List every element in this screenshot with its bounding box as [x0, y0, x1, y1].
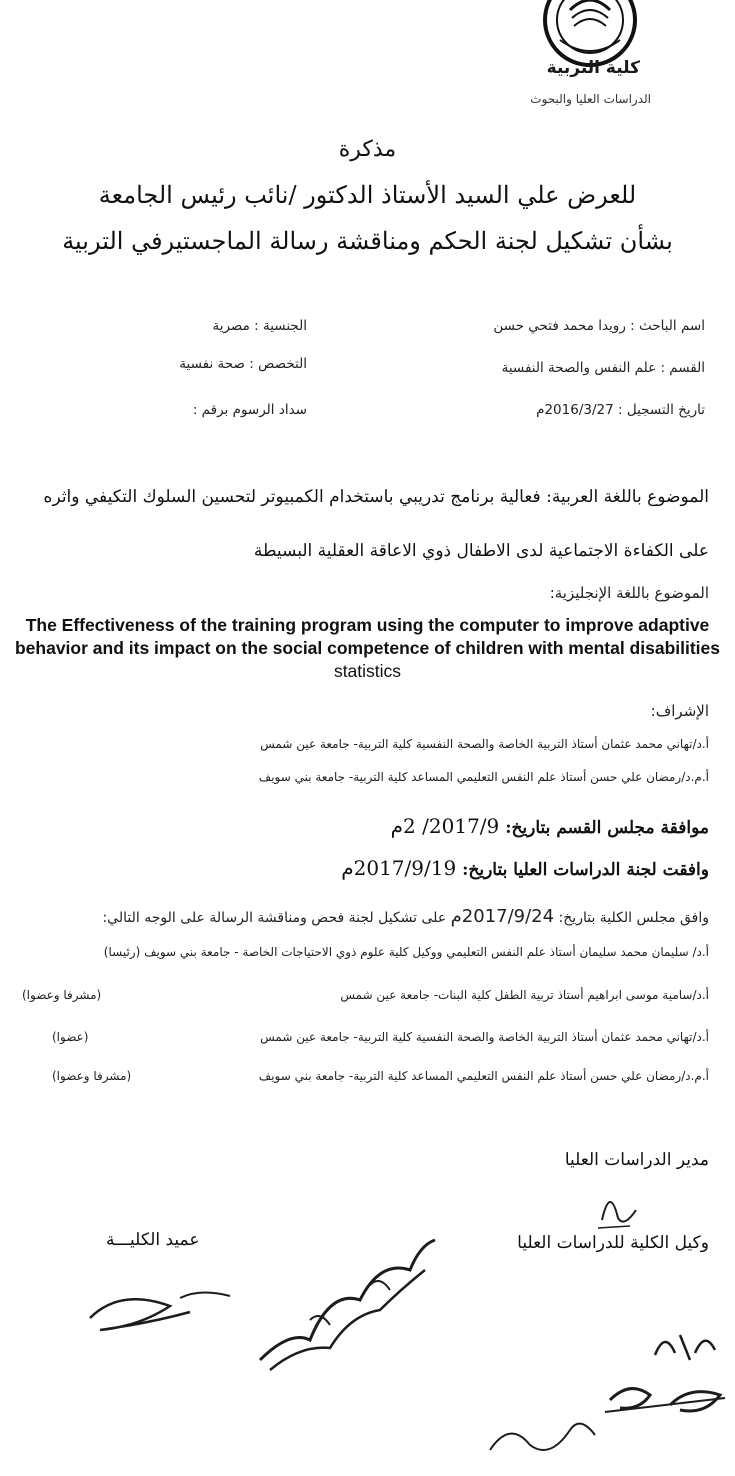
- handwritten-approval-annotation: [250, 1230, 440, 1380]
- supervision-label: الإشراف:: [650, 702, 709, 720]
- committee-member-2-role: (مشرفا وعضوا): [22, 988, 102, 1002]
- dept-council-date: 2017/9/ 2م: [390, 814, 500, 838]
- faculty-council-approval: [102, 906, 709, 927]
- supervisor-1: أ.د/تهاني محمد عثمان أستاذ التربية الخاصة والصحة النفسية كلية التربية- جامعة عين شمس: [260, 737, 709, 751]
- department-field: [502, 360, 705, 376]
- committee-member-3: أ.د/تهاني محمد عثمان أستاذ التربية الخاصة والصحة النفسية كلية التربية- جامعة عين شمس: [260, 1030, 709, 1044]
- committee-member-2: أ.د/سامية موسى ابراهيم أستاذ تربية الطفل كلية البنات- جامعة عين شمس: [340, 988, 709, 1002]
- subject-arabic-line2: على الكفاءة الاجتماعية لدى الاطفال ذوي الاعاقة العقلية البسيطة: [253, 541, 709, 561]
- subject-arabic-label: الموضوع باللغة العربية:: [546, 487, 709, 507]
- nationality-field: [212, 318, 307, 334]
- subject-arabic-line1: [44, 487, 709, 507]
- grad-committee-label: وافقت لجنة الدراسات العليا بتاريخ:: [462, 860, 709, 880]
- subject-english-label: الموضوع باللغة الإنجليزية:: [549, 584, 709, 602]
- dept-council-approval: [391, 814, 709, 838]
- fees-field: [193, 402, 307, 418]
- memo-title: مذكرة: [338, 137, 397, 162]
- specialization-value: صحة نفسية: [179, 356, 245, 372]
- nationality-label: الجنسية :: [254, 318, 307, 334]
- fees-label: سداد الرسوم برقم :: [192, 402, 307, 418]
- committee-member-role: (رئيسا): [103, 945, 141, 959]
- registration-value: 2016/3/27م: [536, 402, 614, 418]
- grad-committee-date: 2017/9/19م: [341, 856, 457, 880]
- grad-director-signature: [590, 1180, 650, 1235]
- committee-member-4: أ.م.د/رمضان علي حسن أستاذ علم النفس التعليمي المساعد كلية التربية- جامعة بني سويف: [258, 1069, 709, 1083]
- specialization-label: التخصص :: [249, 356, 307, 372]
- researcher-value: رويدا محمد فتحي حسن: [493, 318, 626, 334]
- nationality-value: مصرية: [212, 318, 250, 334]
- subject-english: [0, 614, 735, 683]
- memo-addressee: للعرض علي السيد الأستاذ الدكتور /نائب رئيس الجامعة: [98, 181, 637, 209]
- dept-council-label: موافقة مجلس القسم بتاريخ:: [505, 818, 709, 838]
- supervisor-2: أ.م.د/رمضان علي حسن أستاذ علم النفس التعليمي المساعد كلية التربية- جامعة بني سويف: [258, 770, 709, 784]
- subject-english-line3: statistics: [333, 661, 402, 681]
- subject-english-line1: The Effectiveness of the training program using the computer to improve adaptive: [25, 615, 710, 635]
- dean-label: عميد الكليـــة: [106, 1230, 200, 1250]
- faculty-council-text: على تشكيل لجنة فحص ومناقشة الرسالة على الوجه التالي:: [102, 910, 447, 926]
- handwritten-date-mark: [650, 1325, 720, 1365]
- department-label: القسم :: [660, 360, 705, 376]
- specialization-field: [179, 356, 307, 372]
- vice-dean-signature: [480, 1360, 735, 1470]
- researcher-label: اسم الباحث :: [630, 318, 705, 334]
- grad-director-label: مدير الدراسات العليا: [564, 1150, 709, 1170]
- dean-signature: [80, 1268, 250, 1348]
- department-name: الدراسات العليا والبحوث: [530, 92, 651, 106]
- committee-member-3-role: (عضوا): [52, 1030, 89, 1044]
- committee-member-1: [104, 945, 709, 959]
- registration-label: تاريخ التسجيل :: [618, 402, 705, 418]
- committee-member-4-role: (مشرفا وعضوا): [52, 1069, 132, 1083]
- committee-member-text: أ.د/ سليمان محمد سليمان أستاذ علم النفس التعليمي ووكيل كلية علوم ذوي الاحتياجات الخاصة - جامعة بني سويف: [144, 945, 709, 959]
- department-value: علم النفس والصحة النفسية: [501, 360, 657, 376]
- faculty-council-date: 2017/9/24م: [450, 906, 555, 927]
- faculty-council-label: وافق مجلس الكلية بتاريخ:: [558, 910, 709, 926]
- grad-committee-approval: [341, 856, 709, 880]
- researcher-field: [493, 318, 705, 334]
- faculty-name: كلية التربية: [546, 58, 640, 78]
- vice-dean-label: وكيل الكلية للدراسات العليا: [517, 1233, 709, 1253]
- registration-field: [536, 402, 705, 418]
- memo-subject-line: بشأن تشكيل لجنة الحكم ومناقشة رسالة الماجستيرفي التربية: [62, 227, 673, 255]
- subject-arabic-text: فعالية برنامج تدريبي باستخدام الكمبيوتر لتحسين السلوك التكيفي واثره: [43, 487, 541, 507]
- subject-english-line2: behavior and its impact on the social competence of children with mental disabilities: [14, 638, 721, 658]
